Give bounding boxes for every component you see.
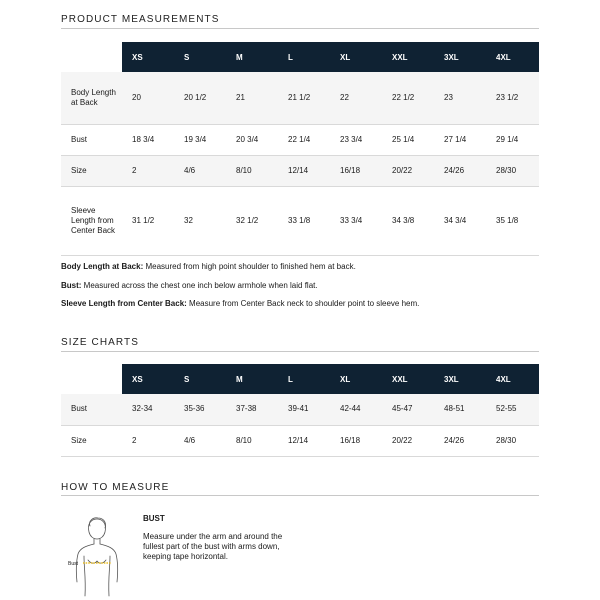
table-row-size (61, 425, 539, 456)
header-size-l: L (278, 42, 330, 72)
table-cell: 25 1/4 (382, 124, 434, 155)
figure-bust-label: Bust (68, 561, 79, 567)
header-size-xs: XS (122, 42, 174, 72)
table-cell: 32 (174, 186, 226, 255)
table-row-bust (61, 394, 539, 425)
product-measurements-table (61, 42, 539, 256)
header-size-4xl: 4XL (486, 364, 539, 394)
table-cell: 42-44 (330, 394, 382, 425)
product-measurements-title: PRODUCT MEASUREMENTS (61, 14, 220, 25)
header-size-xxl: XXL (382, 42, 434, 72)
note-term: Sleeve Length from Center Back: (61, 299, 187, 308)
header-size-m: M (226, 364, 278, 394)
table-cell: 24/26 (434, 155, 486, 186)
note-bust (61, 281, 539, 291)
table-cell: 23 3/4 (330, 124, 382, 155)
table-cell: 20 1/2 (174, 72, 226, 124)
table-cell: 16/18 (330, 155, 382, 186)
header-size-xl: XL (330, 42, 382, 72)
table-cell: 34 3/8 (382, 186, 434, 255)
header-size-m: M (226, 42, 278, 72)
table-cell: 18 3/4 (122, 124, 174, 155)
torso-outline (84, 556, 110, 596)
table-cell: 20 3/4 (226, 124, 278, 155)
product-measurements-rule (61, 28, 539, 29)
note-sleeve-length (61, 299, 539, 309)
table-cell: 22 1/4 (278, 124, 330, 155)
table-cell: 32 1/2 (226, 186, 278, 255)
bust-measure-figure-illustration (66, 516, 128, 600)
table-cell: 48-51 (434, 394, 486, 425)
bust-instruction: Measure under the arm and around the fullest part of the bust with arms down, keeping tape horizontal. (143, 532, 283, 561)
how-to-measure-title: HOW TO MEASURE (61, 482, 170, 493)
table-row-sleeve-length (61, 186, 539, 255)
table-cell: 37-38 (226, 394, 278, 425)
table-cell: 4/6 (174, 425, 226, 456)
table-cell: 20/22 (382, 155, 434, 186)
table-cell: 24/26 (434, 425, 486, 456)
row-label: Bust (61, 394, 122, 425)
table-cell: 23 1/2 (486, 72, 539, 124)
table-cell: 45-47 (382, 394, 434, 425)
head-outline (88, 519, 105, 539)
note-body-length (61, 262, 539, 272)
table-row-bust (61, 124, 539, 155)
header-size-3xl: 3XL (434, 42, 486, 72)
header-size-4xl: 4XL (486, 42, 539, 72)
table-row-body-length (61, 72, 539, 124)
table-cell: 27 1/4 (434, 124, 486, 155)
table-cell: 22 (330, 72, 382, 124)
note-term: Body Length at Back: (61, 262, 144, 271)
table-cell: 16/18 (330, 425, 382, 456)
header-corner (61, 364, 122, 394)
table-cell: 2 (122, 425, 174, 456)
table-cell: 12/14 (278, 425, 330, 456)
neck-outline (94, 539, 100, 544)
table-cell: 19 3/4 (174, 124, 226, 155)
table-cell: 20/22 (382, 425, 434, 456)
header-size-s: S (174, 364, 226, 394)
table-cell: 8/10 (226, 155, 278, 186)
table-cell: 39-41 (278, 394, 330, 425)
note-term: Bust: (61, 280, 82, 290)
table-cell: 22 1/2 (382, 72, 434, 124)
measurement-notes (61, 262, 539, 318)
table-cell: 2 (122, 155, 174, 186)
row-label: Size (61, 155, 122, 186)
table-cell: 29 1/4 (486, 124, 539, 155)
table-cell: 8/10 (226, 425, 278, 456)
table-cell: 32-34 (122, 394, 174, 425)
row-label: Sleeve Length from Center Back (61, 186, 122, 255)
table-row-size (61, 155, 539, 186)
header-corner (61, 42, 122, 72)
table-cell: 31 1/2 (122, 186, 174, 255)
table-cell: 34 3/4 (434, 186, 486, 255)
size-charts-table (61, 364, 539, 457)
header-size-3xl: 3XL (434, 364, 486, 394)
note-text: Measured across the chest one inch below armhole when laid flat. (81, 280, 318, 290)
header-size-s: S (174, 42, 226, 72)
bust-heading: BUST (143, 514, 165, 523)
table-cell: 35-36 (174, 394, 226, 425)
table-cell: 20 (122, 72, 174, 124)
table-cell: 21 1/2 (278, 72, 330, 124)
table-cell: 21 (226, 72, 278, 124)
row-label: Size (61, 425, 122, 456)
note-text: Measure from Center Back neck to shoulder point to sleeve hem. (186, 299, 420, 308)
how-to-measure-rule (61, 495, 539, 496)
size-charts-title: SIZE CHARTS (61, 337, 140, 348)
table-cell: 4/6 (174, 155, 226, 186)
table-header-row (61, 364, 539, 394)
row-label: Bust (61, 124, 122, 155)
table-cell: 52-55 (486, 394, 539, 425)
table-cell: 33 3/4 (330, 186, 382, 255)
header-size-xxl: XXL (382, 364, 434, 394)
header-size-l: L (278, 364, 330, 394)
table-cell: 33 1/8 (278, 186, 330, 255)
row-label: Body Length at Back (61, 72, 122, 124)
size-charts-rule (61, 351, 539, 352)
table-cell: 35 1/8 (486, 186, 539, 255)
table-header-row (61, 42, 539, 72)
table-cell: 12/14 (278, 155, 330, 186)
note-text: Measured from high point shoulder to finished hem at back. (143, 262, 356, 271)
header-size-xs: XS (122, 364, 174, 394)
header-size-xl: XL (330, 364, 382, 394)
table-cell: 28/30 (486, 155, 539, 186)
table-cell: 28/30 (486, 425, 539, 456)
table-cell: 23 (434, 72, 486, 124)
